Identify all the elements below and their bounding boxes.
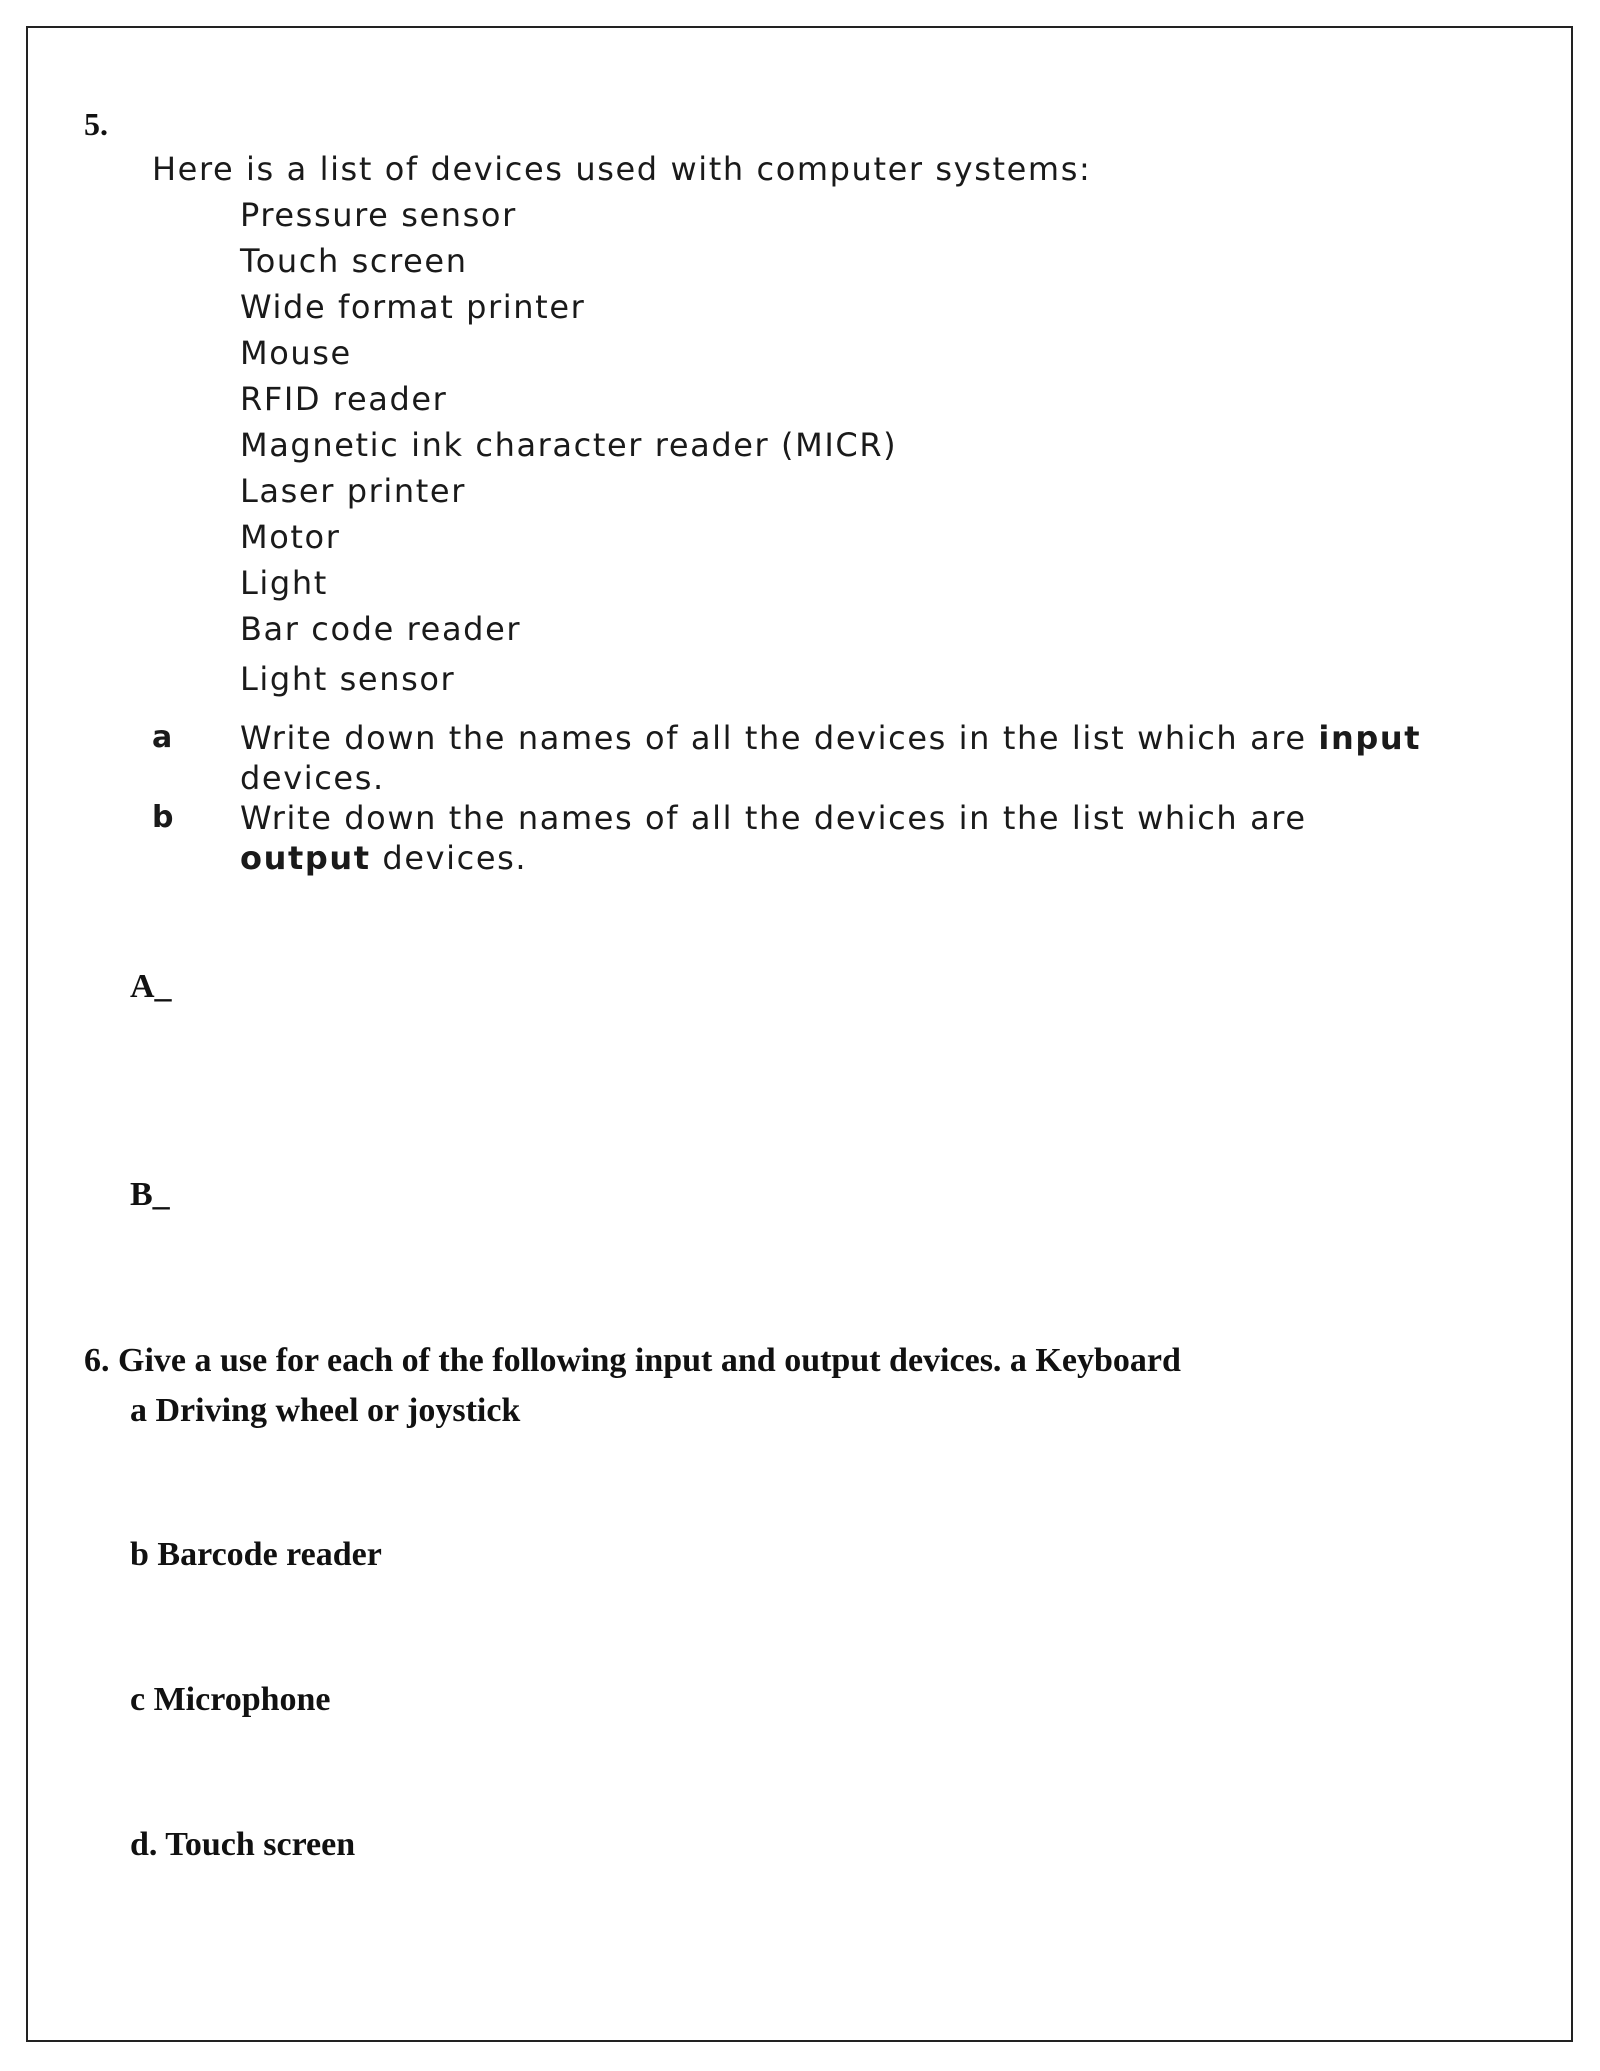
answer-a-label: A_ xyxy=(130,968,172,1005)
part-b-text: Write down the names of all the devices in the list which are output devices. xyxy=(240,799,1307,877)
device-item: Wide format printer xyxy=(240,288,586,326)
part-a-text: Write down the names of all the devices in the list which are input devices. xyxy=(240,719,1422,797)
device-item: Motor xyxy=(240,518,341,556)
answer-b-label: B_ xyxy=(130,1176,170,1213)
question-6-item-c: c Microphone xyxy=(130,1681,331,1718)
page-border xyxy=(26,26,1573,2042)
question-6-item-a: a Driving wheel or joystick xyxy=(130,1392,521,1429)
device-item: Light sensor xyxy=(240,660,456,698)
question-5-intro: Here is a list of devices used with computer systems: xyxy=(152,150,1092,188)
device-item: Pressure sensor xyxy=(240,196,517,234)
question-6-item-b: b Barcode reader xyxy=(130,1536,382,1573)
device-item: Mouse xyxy=(240,334,352,372)
device-item: Laser printer xyxy=(240,472,466,510)
question-5-number: 5. xyxy=(84,106,108,142)
device-item: Touch screen xyxy=(240,242,468,280)
question-6-item-d: d. Touch screen xyxy=(130,1826,356,1863)
part-a-letter: a xyxy=(152,720,173,755)
device-item: Magnetic ink character reader (MICR) xyxy=(240,426,898,464)
question-6-line-1: 6. Give a use for each of the following input and output devices. a Keyboard xyxy=(84,1342,1181,1379)
device-item: Light xyxy=(240,564,328,602)
device-item: Bar code reader xyxy=(240,610,522,648)
part-b-letter: b xyxy=(152,800,174,835)
device-item: RFID reader xyxy=(240,380,448,418)
